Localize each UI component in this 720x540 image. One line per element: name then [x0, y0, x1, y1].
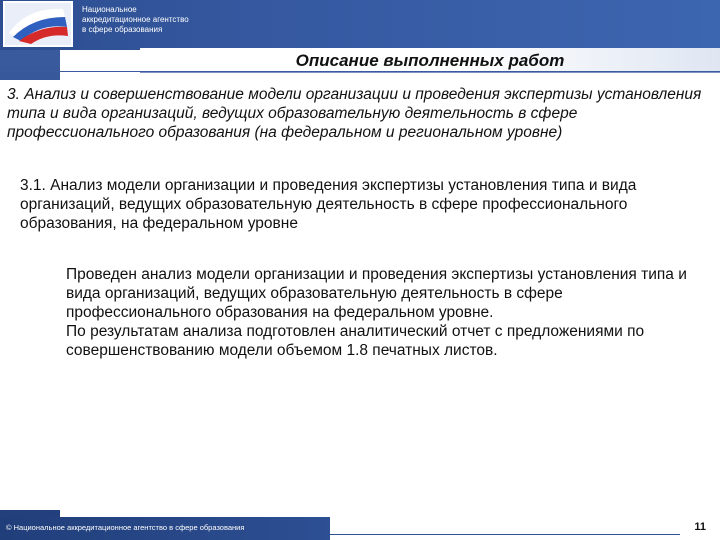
body-text	[66, 265, 706, 360]
content-panel	[0, 80, 720, 510]
footer-copyright: © Национальное аккредитационное агентство в сфере образования	[6, 523, 245, 532]
title-divider	[0, 71, 720, 72]
agency-logo	[3, 1, 73, 47]
page-number: 11	[694, 521, 706, 533]
org-name-line: аккредитационное агентство	[82, 15, 189, 24]
body-paragraph: По результатам анализа подготовлен аналитический отчет с предложениями по совершенствованию модели объемом 1.8 печатных листов.	[66, 323, 645, 359]
footer-divider	[330, 534, 680, 535]
subsection-heading: 3.1. Анализ модели организации и проведения экспертизы установления типа и вида организаций, ведущих образовательную деятельность в сфере профессионального образования, на федеральном уровне	[20, 177, 637, 232]
body-paragraph: Проведен анализ модели организации и проведения экспертизы установления типа и вида организаций, ведущих образовательную деятельность в сфере профессионального образования на федеральном уровне.	[66, 266, 687, 321]
org-name-line: в сфере образования	[82, 25, 163, 34]
slide-title: Описание выполненных работ	[295, 51, 565, 70]
title-bar	[140, 48, 720, 73]
section-heading: 3. Анализ и совершенствование модели организации и проведения экспертизы установления типа и вида организаций, ведущих образовательную деятельность в сфере профессионального образования (на федеральном и региональном уровне)	[7, 86, 702, 141]
flag-icon	[5, 3, 71, 45]
org-name-line: Национальное	[82, 5, 137, 14]
footer-copyright-band	[0, 517, 330, 540]
org-name	[82, 5, 302, 35]
